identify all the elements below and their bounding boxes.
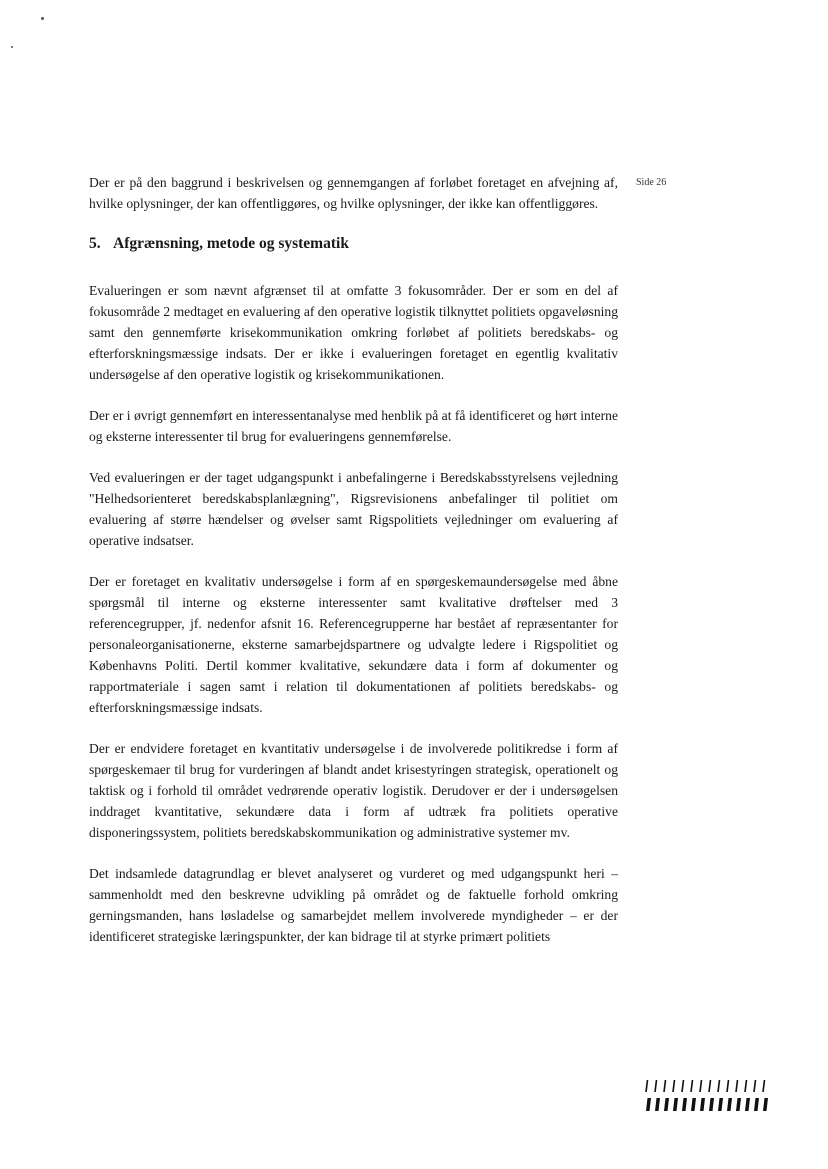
body-text <box>89 172 618 947</box>
paragraph: Det indsamlede datagrundlag er blevet analyseret og vurderet og med udgangspunkt heri – sammenholdt med den beskrevne udvikling på området og de faktuelle forhold omkring gerningsmanden, hans løsladelse og samarbejdet mellem involverede myndigheder – er der identificeret strategiske læringspunkter, der kan bidrage til at styrke primært politiets <box>89 866 618 944</box>
paragraph: Der er på den baggrund i beskrivelsen og gennemgangen af forløbet foretaget en afvejning af, hvilke oplysninger, der kan offentliggøres, og hvilke oplysninger, der ikke kan offentliggøres. <box>89 175 618 211</box>
paragraph: Der er foretaget en kvalitativ undersøgelse i form af en spørgeskemaundersøgelse med åbne spørgsmål til interne og eksterne interessenter samt kvalitative drøftelser med 3 referencegrupper, jf. nedenfor afsnit 16. Referencegrupperne har bestået af repræsentanter for personaleorganisationerne, eksterne samarbejdspartnere og udvalgte ledere i Rigspolitiet og Københavns Politi. Dertil kommer kvalitative, sekundære data i form af dokumenter og rapportmateriale i sagen samt i relation til dokumentationen af politiets beredskabs- og efterforskningsmæssige indsats. <box>89 574 618 715</box>
page-number: Side 26 <box>636 177 667 188</box>
paragraph: Evalueringen er som nævnt afgrænset til at omfatte 3 fokusområder. Der er som en del af fokusområde 2 medtaget en evaluering af den operative logistik tilknyttet politiets opgaveløsning samt den gennemførte krisekommunikation omkring forløbet af politiets beredskabs- og efterforskningsmæssige indsats. Der er ikke i evalueringen foretaget en egentlig kvalitativ undersøgelse af den operative logistik og krisekommunikationen. <box>89 283 618 382</box>
scan-speck <box>11 46 13 48</box>
barcode-graphic <box>642 1079 770 1113</box>
paragraph: Der er i øvrigt gennemført en interessentanalyse med henblik på at få identificeret og hørt interne og eksterne interessenter til brug for evalueringens gennemførelse. <box>89 408 618 444</box>
section-number: 5. <box>89 235 101 252</box>
paragraph: Ved evalueringen er der taget udgangspunkt i anbefalingerne i Beredskabsstyrelsens vejledning "Helhedsorienteret beredskabsplanlægning", Rigsrevisionens anbefalinger til politiet om evaluering af større hændelser og øvelser samt Rigspolitiets vejledninger om evaluering af operative indsatser. <box>89 470 618 548</box>
paragraph: Der er endvidere foretaget en kvantitativ undersøgelse i de involverede politikredse i form af spørgeskemaer til brug for vurderingen af blandt andet krisestyringen strategisk, operationelt og taktisk og i forhold til området vedrørende operativ logistik. Derudover er der i undersøgelsen inddraget kvantitative, sekundære data i form af udtræk fra politiets operative disponeringssystem, politiets beredskabskommunikation og administrative systemer mv. <box>89 741 618 840</box>
section-title: Afgrænsning, metode og systematik <box>113 235 349 252</box>
scan-speck <box>41 17 44 20</box>
section-heading <box>89 232 618 256</box>
